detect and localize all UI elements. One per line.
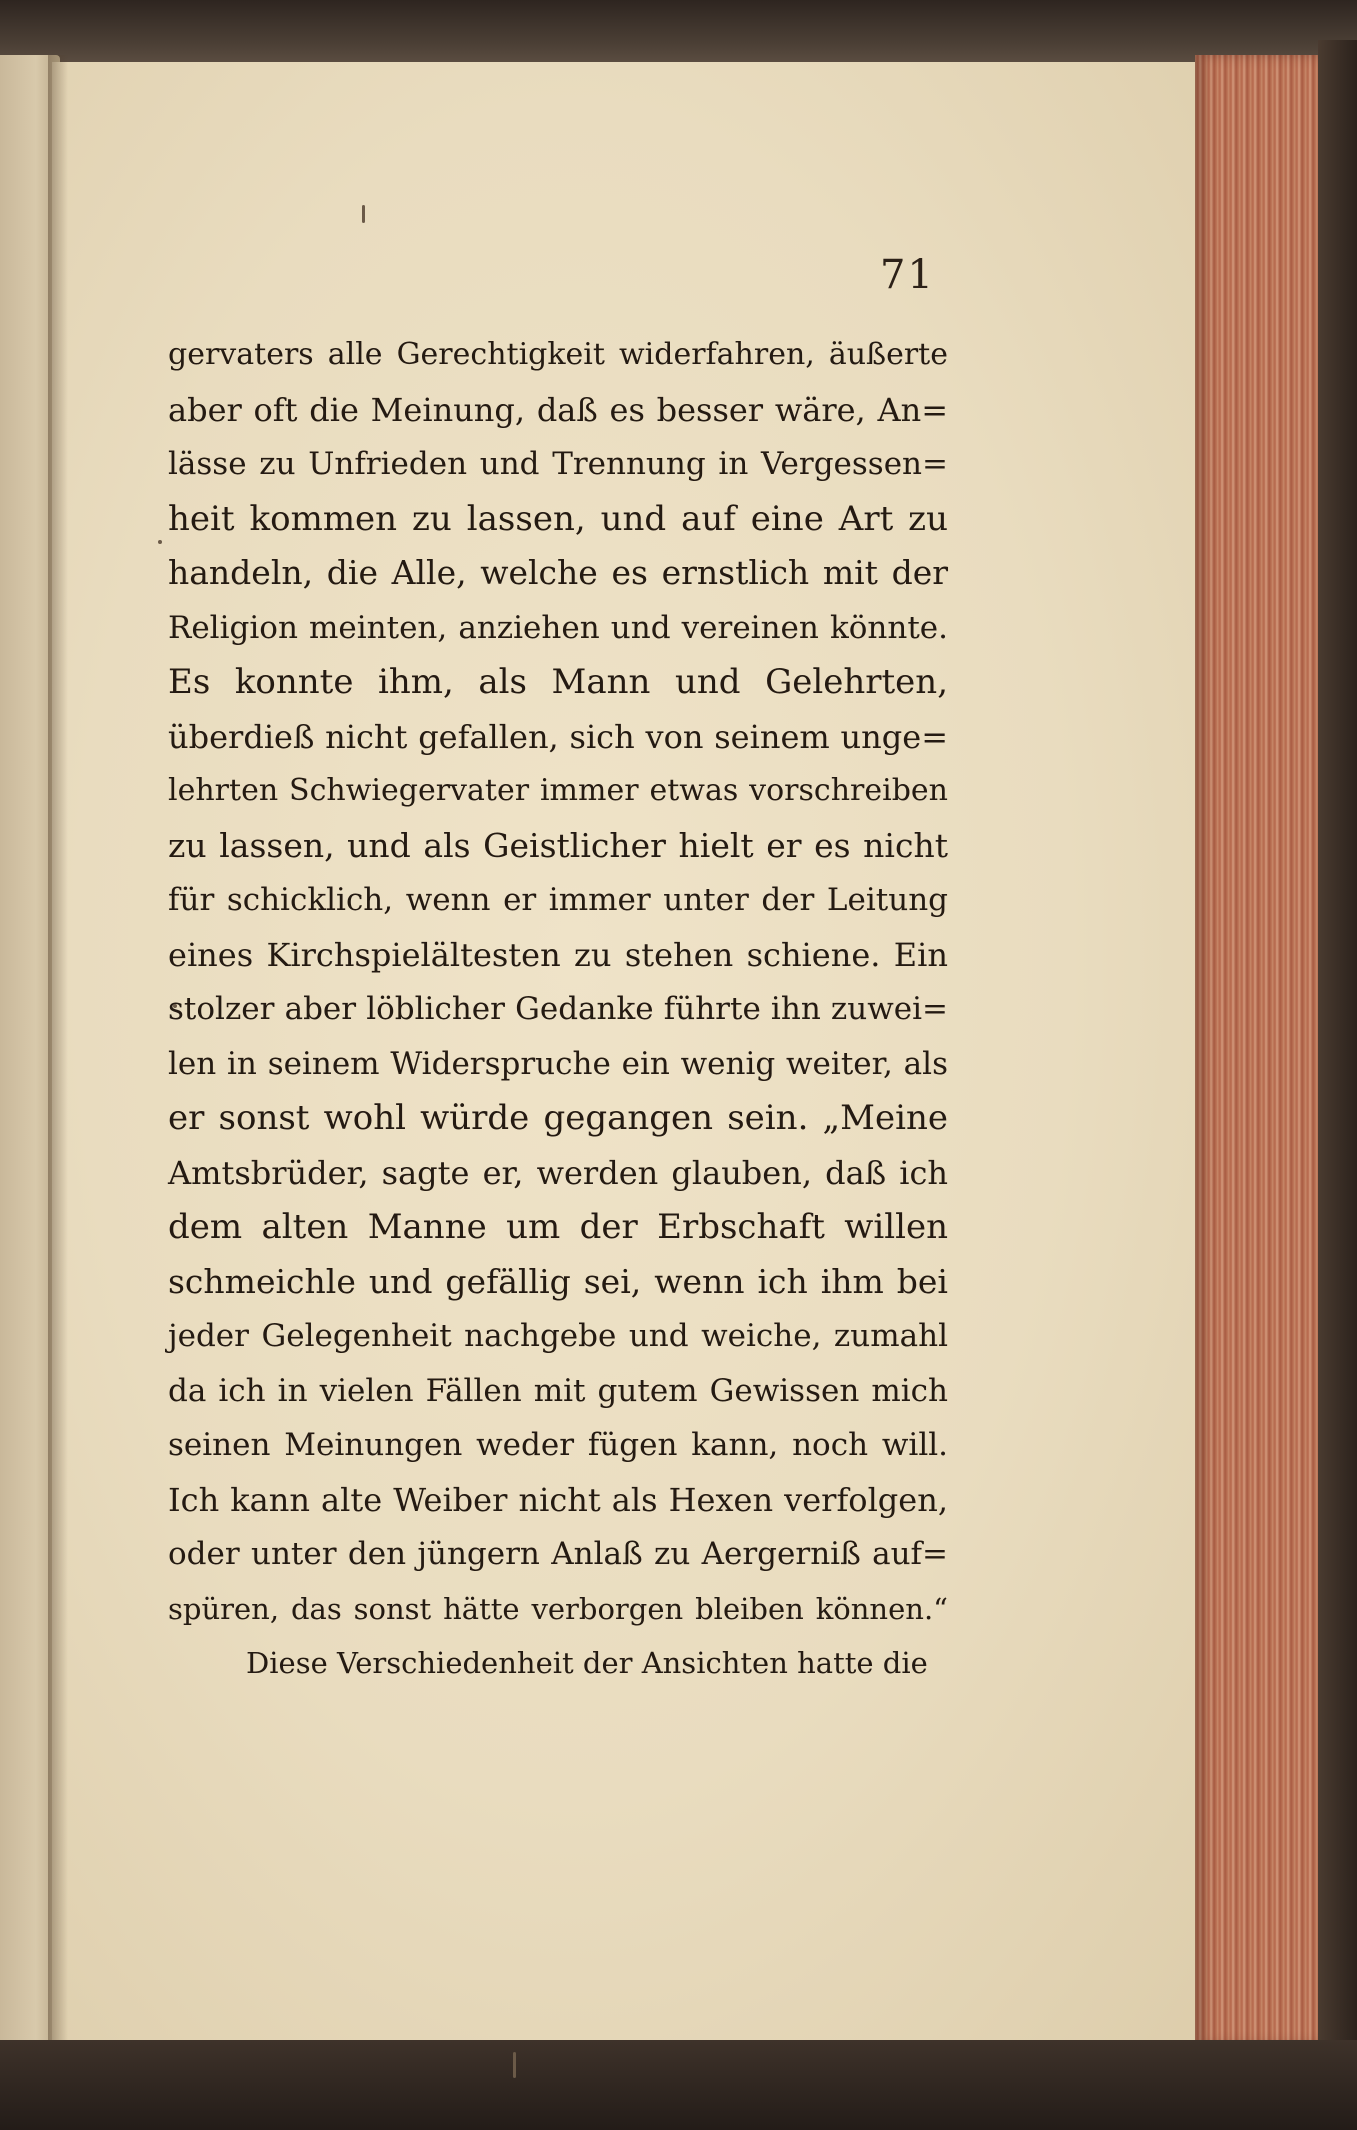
text-line: handeln, die Alle, welche es ernstlich mit der [168, 553, 948, 592]
text-line: jeder Gelegenheit nachgebe und weiche, zumahl [168, 1318, 948, 1354]
text-line: dem alten Manne um der Erbschaft willen [168, 1207, 948, 1247]
text-line: zu lassen, und als Geistlicher hielt er es nicht [168, 825, 948, 865]
text-line: er sonst wohl würde gegangen sein. „Meine [168, 1098, 948, 1138]
text-line: aber oft die Meinung, daß es besser wäre, An= [168, 390, 948, 429]
paper-speck [158, 540, 162, 544]
text-line: lässe zu Unfrieden und Trennung in Vergessen= [168, 446, 948, 482]
text-line: eines Kirchspielältesten zu stehen schiene. Ein [168, 935, 948, 974]
text-line: oder unter den jüngern Anlaß zu Aergerniß auf= [168, 1536, 948, 1572]
book-cover-right [1318, 40, 1357, 2070]
text-line: seinen Meinungen weder fügen kann, noch will. [168, 1427, 948, 1463]
body-text [168, 328, 948, 1691]
page-edges-red [1195, 55, 1325, 2045]
text-line: heit kommen zu lassen, und auf eine Art zu [168, 498, 948, 539]
text-line: gervaters alle Gerechtigkeit widerfahren, äußerte [168, 337, 948, 372]
text-line: spüren, das sonst hätte verborgen bleiben können.“ [168, 1591, 948, 1626]
paper-speck [362, 205, 365, 223]
text-line: Ich kann alte Weiber nicht als Hexen verfolgen, [168, 1480, 948, 1519]
text-line: Diese Verschiedenheit der Ansichten hatte die [246, 1646, 928, 1680]
text-line: überdieß nicht gefallen, sich von seinem unge= [168, 717, 948, 756]
text-line: da ich in vielen Fällen mit gutem Gewissen mich [168, 1372, 948, 1409]
book-cover-top [0, 0, 1357, 62]
text-line: Religion meinten, anziehen und vereinen könnte. [168, 609, 948, 646]
page-number: 71 [880, 252, 935, 298]
text-line: Es konnte ihm, als Mann und Gelehrten, [168, 662, 948, 702]
text-line: len in seinem Widerspruche ein wenig weiter, als [168, 1045, 948, 1082]
text-line: für schicklich, wenn er immer unter der Leitung [168, 882, 948, 918]
text-line: stolzer aber löblicher Gedanke führte ihn zuwei= [168, 991, 948, 1027]
paper-speck [513, 2052, 516, 2078]
text-line: lehrten Schwiegervater immer etwas vorschreiben [168, 773, 948, 808]
text-line: Amtsbrüder, sagte er, werden glauben, daß ich [168, 1153, 948, 1192]
book-cover-bottom [0, 2040, 1357, 2130]
page-gutter [48, 55, 68, 2095]
text-line: schmeichle und gefällig sei, wenn ich ihm bei [168, 1261, 948, 1301]
